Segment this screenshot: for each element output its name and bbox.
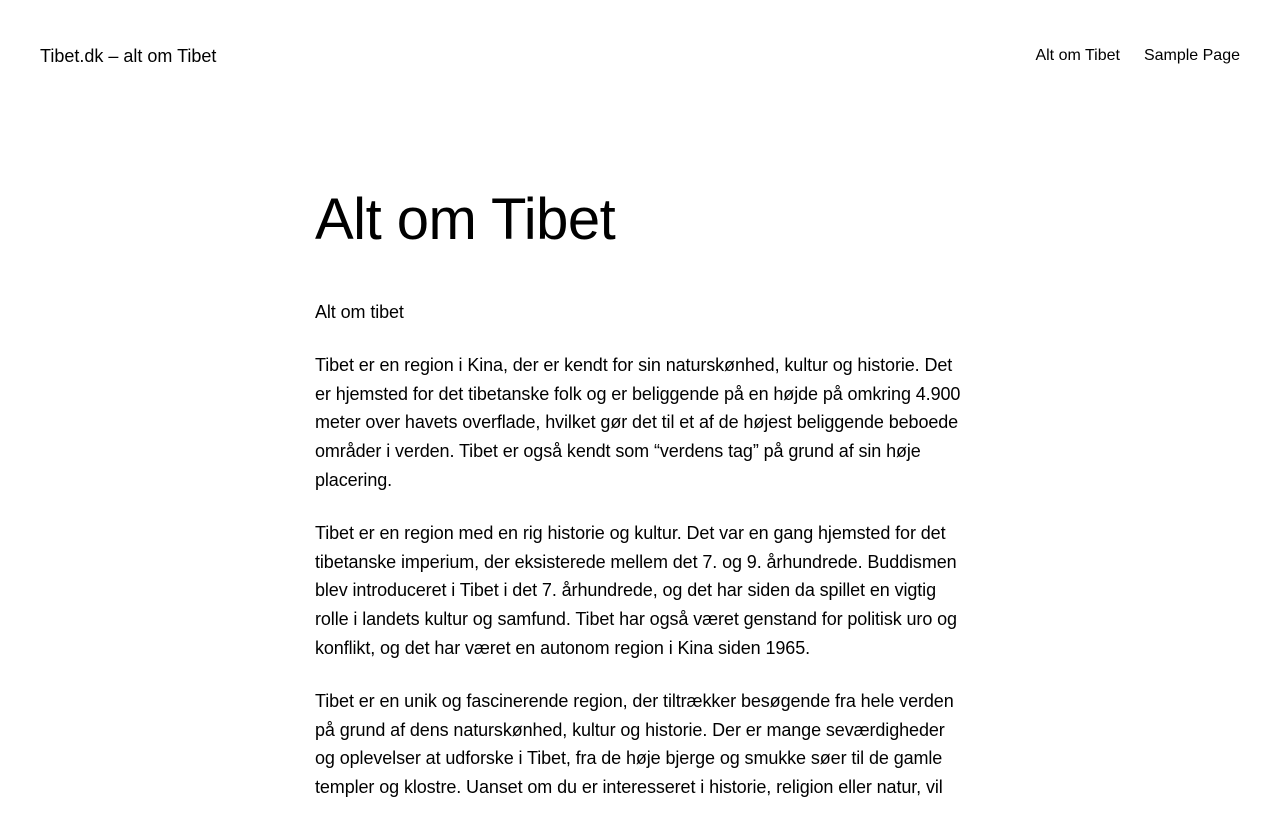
paragraph-intro: Alt om tibet (315, 302, 404, 322)
paragraph-3: Tibet er en unik og fascinerende region, der tiltrækker besøgende fra hele verden på grund af dens naturskønhed, kultur og historie. Der er mange seværdigheder og oplevelser at udforske i Tibet, fra de høje bjerge og smukke søer til de gamle templer og klostre. Uanset om du er interesseret i historie, religion eller natur, vil (315, 690, 954, 798)
main-content (315, 186, 965, 826)
site-header (0, 0, 1280, 112)
page-title: Alt om Tibet (315, 187, 616, 252)
paragraph-1: Tibet er en region i Kina, der er kendt for sin naturskønhed, kultur og historie. Det er hjemsted for det tibetanske folk og er beliggende på en højde på omkring 4.900 meter over havets overflade, hvilket gør det til et af de højest beliggende beboede områder i verden. Tibet er også kendt som “verdens tag” på grund af sin høje placering. (315, 354, 961, 490)
site-title-link[interactable]: Tibet.dk – alt om Tibet (40, 46, 217, 66)
nav-item-alt-om-tibet[interactable]: Alt om Tibet (1035, 47, 1120, 64)
paragraph-2: Tibet er en region med en rig historie og kultur. Det var en gang hjemsted for det tibetanske imperium, der eksisterede mellem det 7. og 9. århundrede. Buddismen blev introduceret i Tibet i det 7. århundrede, og det har siden da spillet en vigtig rolle i landets kultur og samfund. Tibet har også været genstand for politisk uro og konflikt, og det har været en autonom region i Kina siden 1965. (315, 522, 957, 658)
article-body (315, 298, 965, 802)
nav-item-sample-page[interactable]: Sample Page (1143, 47, 1240, 64)
main-navigation (1035, 46, 1240, 66)
